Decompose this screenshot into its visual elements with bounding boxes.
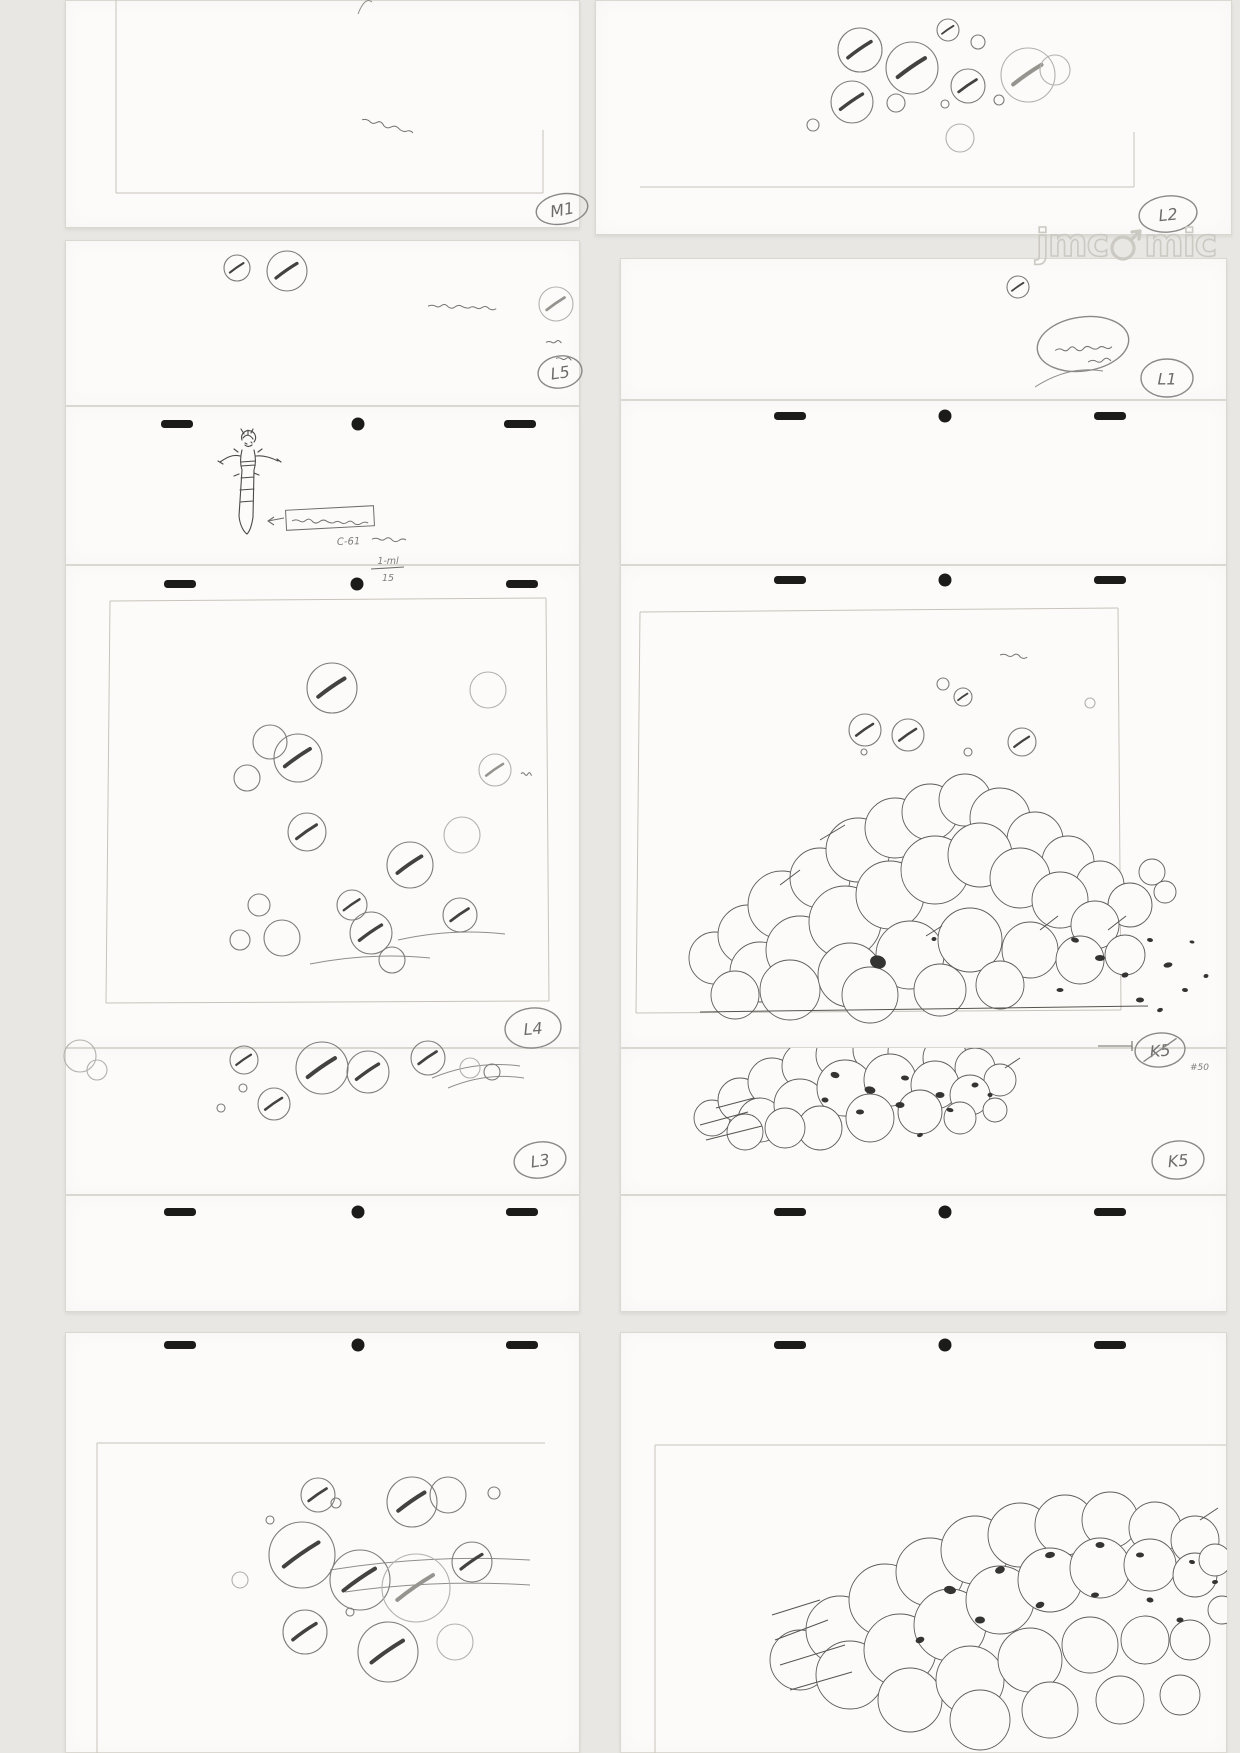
cel-sheet-L1 — [620, 258, 1227, 400]
cel-sheet-K5-explosion-large — [620, 565, 1227, 1048]
cut-label-text: L2 — [1157, 204, 1179, 226]
cel-sheet-blank-right-upper — [620, 400, 1227, 565]
cut-label-text: L5 — [549, 362, 571, 384]
handwritten-note: C-61 — [336, 536, 361, 548]
handwritten-note: #50 — [1190, 1063, 1209, 1073]
cut-label-text: L3 — [529, 1150, 551, 1172]
fraction-denominator: 15 — [381, 573, 395, 584]
cel-sheet-blank-right-lower — [620, 1195, 1227, 1312]
watermark-text-right: mic — [1144, 221, 1217, 265]
cel-sheet-K5-explosion-small — [620, 1048, 1227, 1195]
globe-icon — [1109, 224, 1143, 264]
cel-sheet-bottom-explosion — [620, 1332, 1227, 1753]
fraction-numerator: 1-ml — [377, 556, 399, 567]
cel-sheet-L3 — [65, 1048, 580, 1195]
cel-sheet-L4 — [65, 565, 580, 1048]
cut-label-text: L1 — [1157, 369, 1177, 389]
cel-sheet-missile — [65, 406, 580, 565]
watermark-text-left: jmc — [1036, 221, 1109, 265]
cut-label-text: L4 — [522, 1018, 544, 1040]
cut-label-text: K5 — [1148, 1040, 1172, 1062]
cel-sheet-L5 — [65, 240, 580, 406]
cut-label-text: K5 — [1166, 1150, 1190, 1172]
cel-sheet-bottom-bubbles — [65, 1332, 580, 1753]
site-watermark — [1036, 220, 1216, 266]
cut-label-text: M1 — [548, 198, 576, 222]
cel-sheet-blank-left-lower — [65, 1195, 580, 1312]
cel-sheet-L2 — [595, 0, 1232, 235]
cel-sheet-M1 — [65, 0, 580, 228]
